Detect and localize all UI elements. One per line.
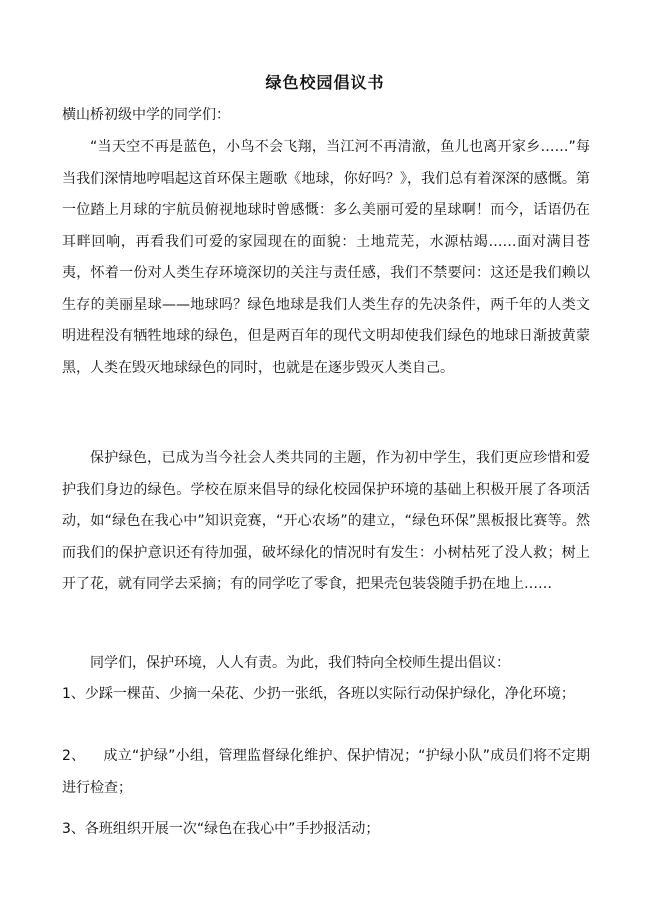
paragraph-1: “当天空不再是蓝色，小鸟不会飞翔，当江河不再清澈，鱼儿也离开家乡……”每当我们深情地哼唱起这首环保主题歌《地球，你好吗？》，我们总有着深深的感慨。第一位踏上月球的宇航员俯视地球时曾感慨：多么美丽可爱的星球啊！而今，话语仍在耳畔回响，再看我们可爱的家园现在的面貌：土地荒芜，水源枯竭……面对满目苍夷，怀着一份对人类生存环境深切的关注与责任感，我们不禁要问：这还是我们赖以生存的美丽星球——地球吗？绿色地球是我们人类生存的先决条件，两千年的人类文明进程没有牺牲地球的绿色，但是两百年的现代文明却使我们绿色的地球日渐披黄蒙黑，人类在毁灭地球绿色的同时，也就是在逐步毁灭人类自己。 <box>62 139 590 376</box>
proposal-item-1 <box>62 679 590 711</box>
item-text: 少踩一棵苗、少摘一朵花、少扔一张纸，各班以实际行动保护绿化，净化环境； <box>84 686 575 702</box>
item-number: 2、 <box>62 748 86 764</box>
document-title: 绿色校园倡议书 <box>265 73 385 92</box>
item-number: 1、 <box>62 686 85 702</box>
proposal-item-2 <box>62 741 590 804</box>
paragraph-3: 同学们，保护环境，人人有责。为此，我们特向全校师生提出倡议： <box>90 655 510 671</box>
salutation: 横山桥初级中学的同学们： <box>62 107 230 123</box>
item-text: 成立“护绿”小组，管理监督绿化维护、保护情况；“护绿小队”成员们将不定期进行检查； <box>62 748 590 796</box>
proposal-item-3 <box>62 814 590 846</box>
item-number: 3、 <box>62 821 85 837</box>
item-text: 各班组织开展一次“绿色在我心中”手抄报活动； <box>84 821 380 837</box>
paragraph-2: 保护绿色，已成为当今社会人类共同的主题，作为初中学生，我们更应珍惜和爱护我们身边的绿色。学校在原来倡导的绿化校园保护环境的基础上积极开展了各项活动，如“绿色在我心中”知识竞赛，“开心农场”的建立，“绿色环保”黑板报比赛等。然而我们的保护意识还有待加强，破坏绿化的情况时有发生：小树枯死了没人救；树上开了花，就有同学去采摘；有的同学吃了零食，把果壳包装袋随手扔在地上…… <box>62 450 590 592</box>
